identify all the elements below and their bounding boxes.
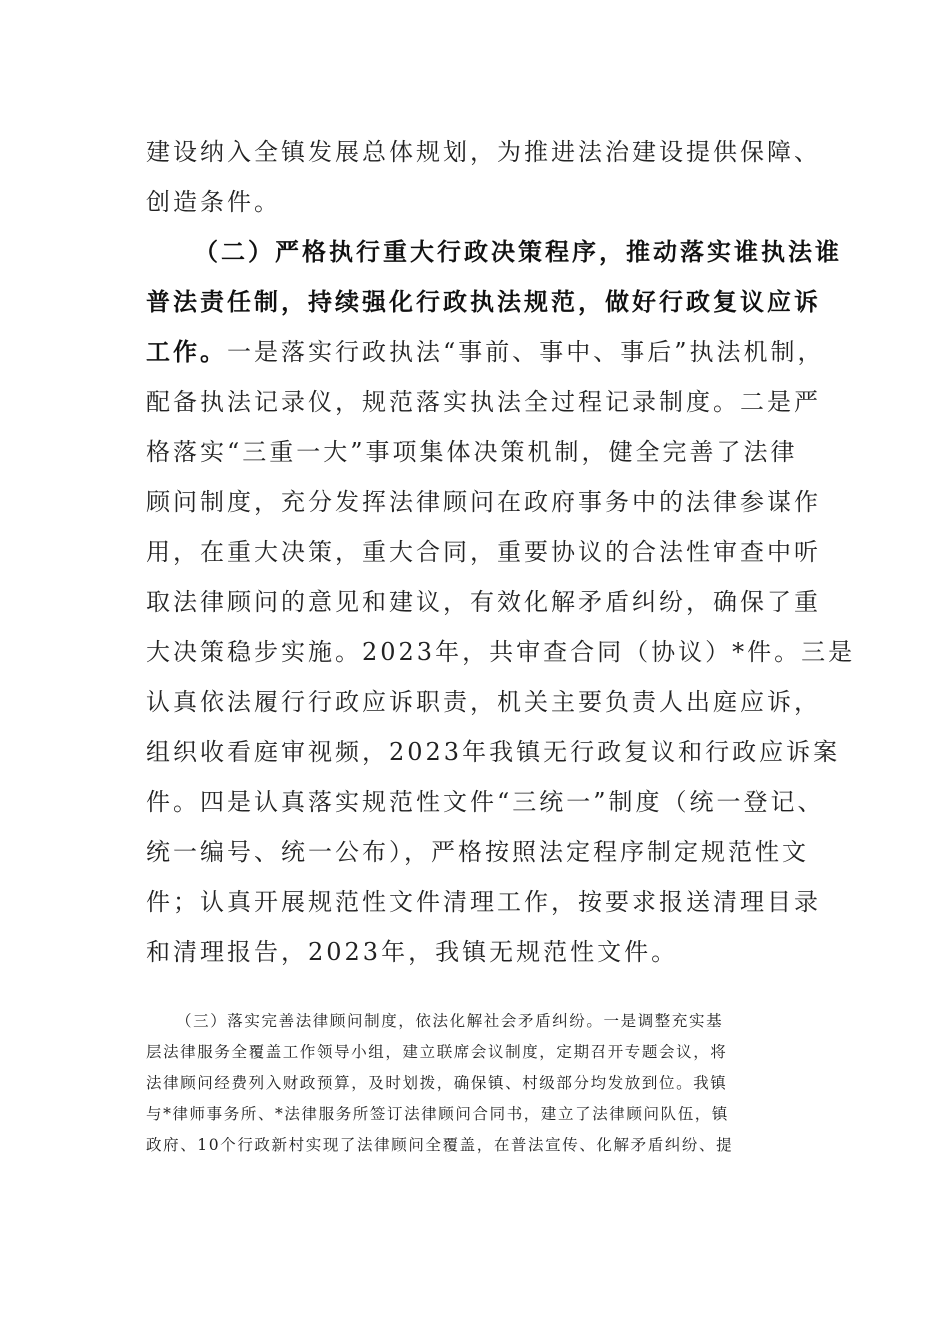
paragraph-line: 用，在重大决策，重大合同，重要协议的合法性审查中听 (146, 538, 821, 566)
section-two-heading-line: 普法责任制，持续强化行政执法规范，做好行政复议应诉 (146, 287, 821, 316)
paragraph-line: 与*律师事务所、*法律服务所签订法律顾问合同书，建立了法律顾问队伍，镇 (146, 1105, 730, 1123)
paragraph-line: 统一编号、统一公布），严格按照法定程序制定规范性文 (146, 838, 809, 866)
paragraph-line: 政府、10个行政新村实现了法律顾问全覆盖，在普法宣传、化解矛盾纠纷、提 (146, 1136, 734, 1154)
paragraph-line: 件；认真开展规范性文件清理工作，按要求报送清理目录 (146, 888, 821, 916)
paragraph-line: 件。四是认真落实规范性文件“三统一”制度（统一登记、 (146, 788, 825, 816)
paragraph-line: 创造条件。 (146, 188, 281, 216)
paragraph-line: 法律顾问经费列入财政预算，及时划拨，确保镇、村级部分均发放到位。我镇 (146, 1074, 728, 1092)
paragraph-line: 认真依法履行行政应诉职责，机关主要负责人出庭应诉， (146, 688, 821, 716)
paragraph-line: 组织收看庭审视频，2023年我镇无行政复议和行政应诉案 (146, 738, 841, 766)
section-two-body-start: 一是落实行政执法“事前、事中、事后”执法机制， (227, 338, 825, 366)
section-two-heading-line: （二）严格执行重大行政决策程序，推动落实谁执法谁 (194, 237, 842, 266)
paragraph-line: （三）落实完善法律顾问制度，依法化解社会矛盾纠纷。一是调整充实基 (176, 1012, 724, 1030)
paragraph-line: 配备执法记录仪，规范落实执法全过程记录制度。二是严 (146, 388, 821, 416)
paragraph-line: 顾问制度，充分发挥法律顾问在政府事务中的法律参谋作 (146, 488, 821, 516)
main-text-block (146, 127, 856, 977)
paragraph-line: 取法律顾问的意见和建议，有效化解矛盾纠纷，确保了重 (146, 588, 821, 616)
paragraph-line: 建设纳入全镇发展总体规划，为推进法治建设提供保障、 (146, 138, 821, 166)
paragraph-line: 层法律服务全覆盖工作领导小组，建立联席会议制度，定期召开专题会议，将 (146, 1043, 728, 1061)
section-two-heading-end: 工作。 (146, 337, 227, 366)
section-three-block (146, 1006, 806, 1161)
paragraph-line: 大决策稳步实施。2023年，共审查合同（协议）*件。三是 (146, 638, 856, 666)
paragraph-line: 和清理报告，2023年，我镇无规范性文件。 (146, 938, 679, 966)
paragraph-line: 格落实“三重一大”事项集体决策机制，健全完善了法律 (146, 438, 798, 466)
section-two-heading-final-line (146, 327, 825, 377)
